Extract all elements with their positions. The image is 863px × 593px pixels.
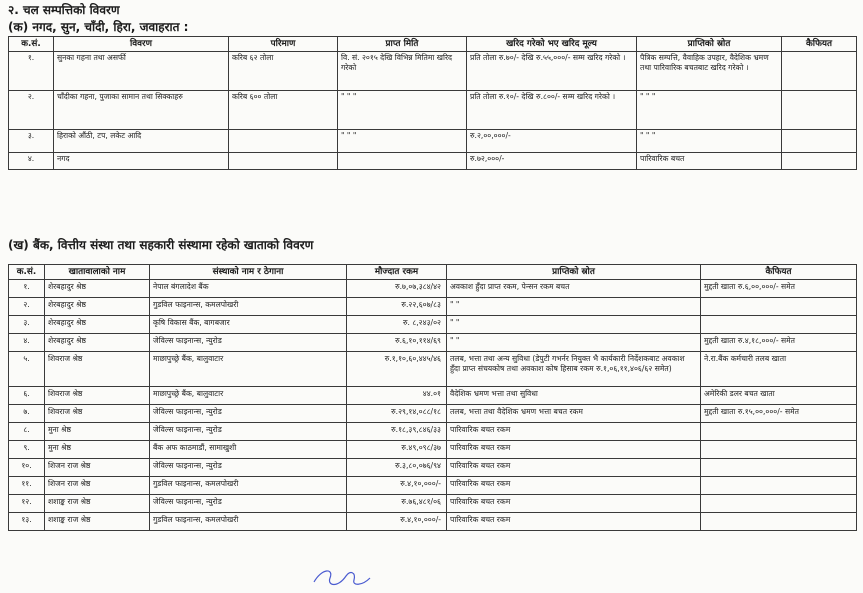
table-cell: ९. bbox=[9, 441, 45, 459]
table-cell: " " bbox=[447, 334, 701, 352]
cash-gold-table bbox=[8, 36, 857, 170]
table-cell: " " bbox=[447, 298, 701, 316]
table-cell bbox=[701, 459, 857, 477]
table-cell: रु.४,१०,०००/- bbox=[347, 477, 447, 495]
table-cell: रु.२२,६०७/८३ bbox=[347, 298, 447, 316]
table-cell: २. bbox=[9, 298, 45, 316]
table-cell bbox=[782, 130, 857, 153]
table-cell: ३. bbox=[9, 316, 45, 334]
table-cell: रु.७६,४८१/०६ bbox=[347, 495, 447, 513]
table-row bbox=[9, 316, 857, 334]
table-cell: शिजन राज श्रेष्ठ bbox=[45, 459, 150, 477]
table-cell: " " " bbox=[338, 130, 467, 153]
table-cell: ७. bbox=[9, 405, 45, 423]
table-cell: चाँदीका गहना, पुजाका सामान तथा सिक्काहरु bbox=[54, 91, 229, 130]
table-cell: " " " bbox=[637, 130, 782, 153]
column-header: कैफियत bbox=[782, 37, 857, 52]
table-cell: मुना श्रेष्ठ bbox=[45, 441, 150, 459]
column-header: खरिद गरेको भए खरिद मूल्य bbox=[467, 37, 637, 52]
table-cell: ३. bbox=[9, 130, 54, 153]
table-cell: रु.३,८०,०७६/९४ bbox=[347, 459, 447, 477]
column-header: संस्थाको नाम र ठेगाना bbox=[150, 265, 347, 280]
table-cell: जेविल्स फाइनान्स, न्युरोड bbox=[150, 495, 347, 513]
table-cell: सुनका गहना तथा असर्फी bbox=[54, 52, 229, 91]
header-row bbox=[9, 265, 857, 280]
table-cell: जेविल्स फाइनान्स, न्युरोड bbox=[150, 459, 347, 477]
table-cell bbox=[701, 477, 857, 495]
table-cell: पारिवारिक बचत रकम bbox=[447, 495, 701, 513]
table-cell: शिवराज श्रेष्ठ bbox=[45, 387, 150, 405]
table-cell: माछापुच्छ्रे बैंक, बालुवाटार bbox=[150, 387, 347, 405]
table-cell: पारिवारिक बचत रकम bbox=[447, 459, 701, 477]
table-row bbox=[9, 495, 857, 513]
table-cell bbox=[338, 153, 467, 170]
table-cell: ५. bbox=[9, 352, 45, 387]
column-header: प्राप्तिको स्रोत bbox=[637, 37, 782, 52]
table-row bbox=[9, 459, 857, 477]
table-cell: गुडविल फाइनान्स, कमलपोखरी bbox=[150, 477, 347, 495]
table-cell: शेरबहादुर श्रेष्ठ bbox=[45, 334, 150, 352]
signature-scribble bbox=[312, 566, 372, 590]
table-row bbox=[9, 405, 857, 423]
table-cell: रु.७,०७,३८४/४२ bbox=[347, 280, 447, 298]
table-cell bbox=[701, 298, 857, 316]
table-cell: २. bbox=[9, 91, 54, 130]
table-cell: अवकाश हुँदा प्राप्त रकम, पेन्सन रकम बचत bbox=[447, 280, 701, 298]
table-cell: रु.१,१०,६०,४४५/४६ bbox=[347, 352, 447, 387]
table-cell: पारिवारिक बचत रकम bbox=[447, 441, 701, 459]
table-row bbox=[9, 280, 857, 298]
table-cell: मुद्दती खाता रु.६,००,०००/- समेत bbox=[701, 280, 857, 298]
table-cell: जेविल्स फाइनान्स, न्युरोड bbox=[150, 423, 347, 441]
table-cell: ११. bbox=[9, 477, 45, 495]
table-cell: शशाङ्क राज श्रेष्ठ bbox=[45, 513, 150, 531]
table-cell: शेरबहादुर श्रेष्ठ bbox=[45, 298, 150, 316]
table-cell: वि. सं. २०१५ देखि विभिन्न मितिमा खरिद गरेको bbox=[338, 52, 467, 91]
table-cell: शशाङ्क राज श्रेष्ठ bbox=[45, 495, 150, 513]
table-cell bbox=[782, 91, 857, 130]
table-cell bbox=[701, 495, 857, 513]
table-cell: नेपाल बंगलादेश बैंक bbox=[150, 280, 347, 298]
table-cell bbox=[701, 513, 857, 531]
table-cell: रु.४,१०,०००/- bbox=[347, 513, 447, 531]
table-cell: शिजन राज श्रेष्ठ bbox=[45, 477, 150, 495]
table-cell: ४४.०१ bbox=[347, 387, 447, 405]
table-cell: पारिवारिक बचत bbox=[637, 153, 782, 170]
table-cell: पारिवारिक बचत रकम bbox=[447, 477, 701, 495]
table-row bbox=[9, 387, 857, 405]
table-cell: पारिवारिक बचत रकम bbox=[447, 423, 701, 441]
table-cell: वैदेशिक भ्रमण भत्ता तथा सुविधा bbox=[447, 387, 701, 405]
table-cell: १. bbox=[9, 280, 45, 298]
table-row bbox=[9, 423, 857, 441]
column-header: मौज्दात रकम bbox=[347, 265, 447, 280]
table-cell: रु.६,१०,११४/६९ bbox=[347, 334, 447, 352]
table-cell: अमेरिकी डलर बचत खाता bbox=[701, 387, 857, 405]
table-cell: शेरबहादुर श्रेष्ठ bbox=[45, 280, 150, 298]
table-row bbox=[9, 91, 857, 130]
table-cell: बैंक अफ काठमाडौं, सामाखुशी bbox=[150, 441, 347, 459]
header-row bbox=[9, 37, 857, 52]
table-cell bbox=[782, 52, 857, 91]
table-cell: शिवराज श्रेष्ठ bbox=[45, 352, 150, 387]
table-cell bbox=[701, 423, 857, 441]
table-cell bbox=[782, 153, 857, 170]
table-row bbox=[9, 130, 857, 153]
table-cell: रु. ८,२४३/०२ bbox=[347, 316, 447, 334]
table-cell: रु.७२,०००/- bbox=[467, 153, 637, 170]
table-cell: १. bbox=[9, 52, 54, 91]
column-header: कैफियत bbox=[701, 265, 857, 280]
table-row bbox=[9, 441, 857, 459]
table-cell: मुद्दती खाता रु.४,१८,०००/- समेत bbox=[701, 334, 857, 352]
table-row bbox=[9, 513, 857, 531]
table-cell bbox=[229, 153, 338, 170]
table-cell: प्रति तोला रु.१०/- देखि रु.८००/- सम्म खरिद गरेको । bbox=[467, 91, 637, 130]
table-cell: ४. bbox=[9, 334, 45, 352]
table-cell: " " " bbox=[338, 91, 467, 130]
column-header: विवरण bbox=[54, 37, 229, 52]
table-cell: गुडविल फाइनान्स, कमलपोखरी bbox=[150, 513, 347, 531]
column-header: परिमाण bbox=[229, 37, 338, 52]
table-cell: रु.४९,०९८/३७ bbox=[347, 441, 447, 459]
table-cell: ६. bbox=[9, 387, 45, 405]
table-row bbox=[9, 298, 857, 316]
table-cell: करिब ६२ तोला bbox=[229, 52, 338, 91]
table-cell: माछापुच्छ्रे बैंक, बालुवाटार bbox=[150, 352, 347, 387]
table-cell: जेविल्स फाइनान्स, न्युरोड bbox=[150, 334, 347, 352]
table-cell bbox=[701, 441, 857, 459]
column-header: प्राप्त मिति bbox=[338, 37, 467, 52]
column-header: क.सं. bbox=[9, 37, 54, 52]
table-cell: प्रति तोला रु.७०/- देखि रु.५५,०००/- सम्म खरिद गरेको । bbox=[467, 52, 637, 91]
table-cell: " " " bbox=[637, 91, 782, 130]
table-cell: शेरबहादुर श्रेष्ठ bbox=[45, 316, 150, 334]
table-row bbox=[9, 334, 857, 352]
table-cell: ने.रा.बैंक कर्मचारी तलब खाता bbox=[701, 352, 857, 387]
table-cell bbox=[229, 130, 338, 153]
table-cell bbox=[701, 316, 857, 334]
table-cell: तलब, भत्ता तथा अन्य सुविधा (डेपुटी गभर्नर नियुक्त भै कार्यकारी निर्देशकबाट अवकाश हुँदा प्राप्त संचयकोष तथा अवकाश कोष हिसाब रकम रु.१,०६,११,४०६/६२ समेत) bbox=[447, 352, 701, 387]
column-header: खातावालाको नाम bbox=[45, 265, 150, 280]
table-cell: नगद bbox=[54, 153, 229, 170]
table-cell: पारिवारिक बचत रकम bbox=[447, 513, 701, 531]
part-b-title: (ख) बैंक, वित्तीय संस्था तथा सहकारी संस्थामा रहेको खाताको विवरण bbox=[8, 238, 314, 252]
table-cell: पैत्रिक सम्पत्ति, वैवाहिक उपहार, वैदेशिक भ्रमण तथा पारिवारिक बचतबाट खरिद गरेको । bbox=[637, 52, 782, 91]
table-row bbox=[9, 52, 857, 91]
table-cell: रु.२,००,०००/- bbox=[467, 130, 637, 153]
part-a-title: (क) नगद, सुन, चाँदी, हिरा, जवाहरात : bbox=[8, 20, 189, 34]
table-cell: रु.१८,३९,८४६/३३ bbox=[347, 423, 447, 441]
table-cell: १०. bbox=[9, 459, 45, 477]
table-cell: जेविल्स फाइनान्स, न्युरोड bbox=[150, 405, 347, 423]
table-cell: तलब, भत्ता तथा वैदेशिक भ्रमण भत्ता बचत रकम bbox=[447, 405, 701, 423]
table-cell: गुडविल फाइनान्स, कमलपोखरी bbox=[150, 298, 347, 316]
table-cell: १३. bbox=[9, 513, 45, 531]
column-header: प्राप्तिको स्रोत bbox=[447, 265, 701, 280]
table-cell: रु.२९,१४,०८८/१८ bbox=[347, 405, 447, 423]
table-cell: करिब ६०० तोला bbox=[229, 91, 338, 130]
section-title: २. चल सम्पत्तिको विवरण bbox=[8, 3, 120, 17]
column-header: क.सं. bbox=[9, 265, 45, 280]
table-cell: मुना श्रेष्ठ bbox=[45, 423, 150, 441]
table-cell: ४. bbox=[9, 153, 54, 170]
table-cell: हिराको औंठी, टप, लकेट आदि bbox=[54, 130, 229, 153]
table-cell: " " bbox=[447, 316, 701, 334]
table-row bbox=[9, 477, 857, 495]
table-cell: कृषि विकास बैंक, बागबजार bbox=[150, 316, 347, 334]
table-cell: ८. bbox=[9, 423, 45, 441]
table-row bbox=[9, 153, 857, 170]
table-cell: १२. bbox=[9, 495, 45, 513]
bank-accounts-table bbox=[8, 264, 857, 531]
table-cell: मुद्दती खाता रु.१५,००,०००/- समेत bbox=[701, 405, 857, 423]
table-cell: शिवराज श्रेष्ठ bbox=[45, 405, 150, 423]
table-row bbox=[9, 352, 857, 387]
